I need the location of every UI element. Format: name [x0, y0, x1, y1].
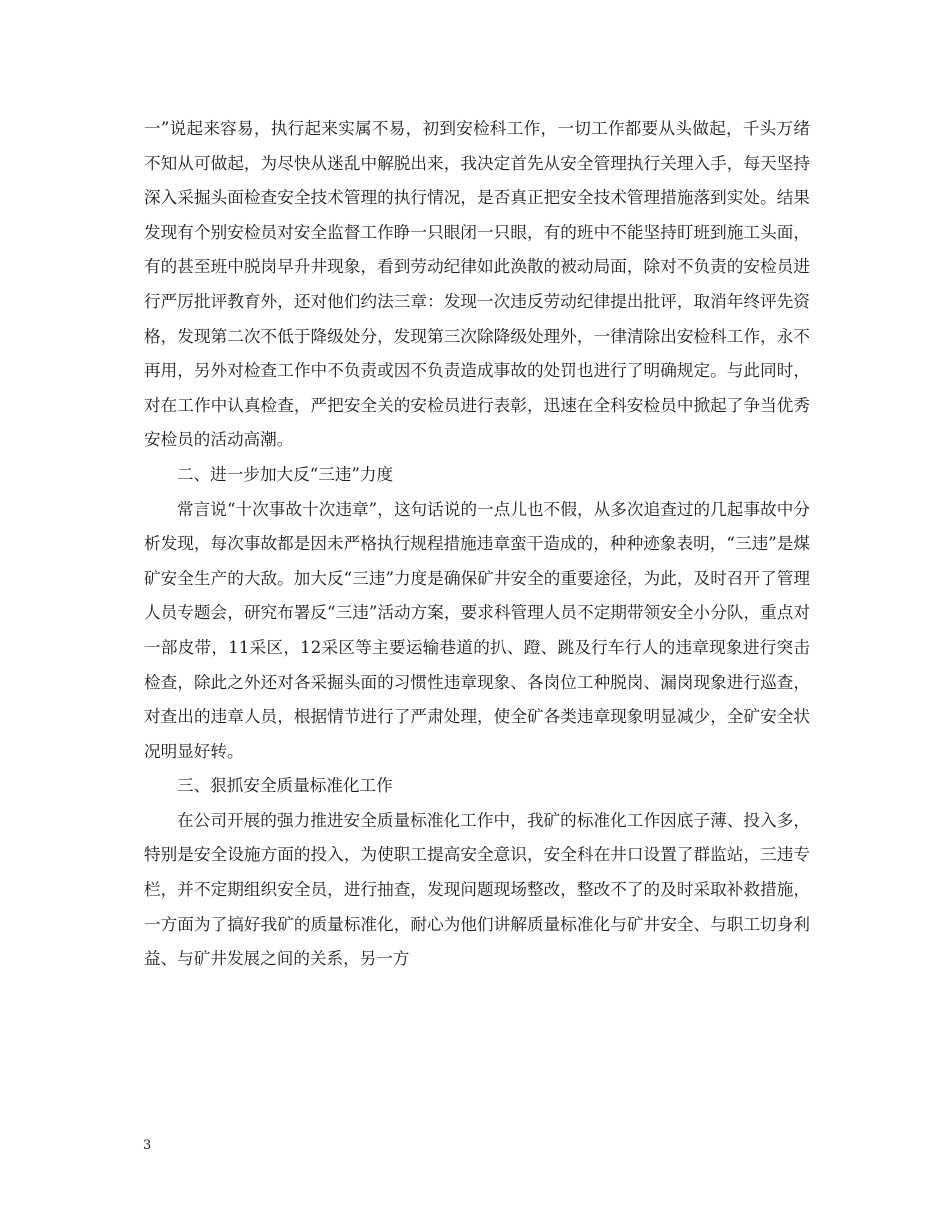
- paragraph-3: 在公司开展的强力推进安全质量标准化工作中，我矿的标准化工作因底子薄、投入多，特别是安全设施方面的投入，为使职工提高安全意识，安全科在井口设置了群监站，三违专栏，并不定期组织安全员，进行抽查，发现问题现场整改，整改不了的及时采取补救措施，一方面为了搞好我矿的质量标准化，耐心为他们讲解质量标准化与矿井安全、与职工切身利益、与矿井发展之间的关系，另一方: [144, 810, 810, 969]
- section-heading-2: 二、进一步加大反“三违”力度: [177, 464, 394, 484]
- section-heading-3: 三、狠抓安全质量标准化工作: [177, 776, 393, 796]
- page-number: 3: [143, 1138, 152, 1153]
- paragraph-1: 一”说起来容易，执行起来实属不易，初到安检科工作，一切工作都要从头做起，千头万绪不知从可做起，为尽快从迷乱中解脱出来，我决定首先从安全管理执行关理入手，每天坚持深入采掘头面检查安全技术管理的执行情况，是否真正把安全技术管理措施落到实处。结果发现有个别安检员对安全监督工作睁一只眼闭一只眼，有的班中不能坚持盯班到施工头面，有的甚至班中脱岗早升井现象，看到劳动纪律如此涣散的被动局面，除对不负责的安检员进行严厉批评教育外，还对他们约法三章：发现一次违反劳动纪律提出批评，取消年终评先资格，发现第二次不低于降级处分，发现第三次除降级处理外，一律清除出安检科工作，永不再用，另外对检查工作中不负责或因不负责造成事故的处罚也进行了明确规定。与此同时，对在工作中认真检查，严把安全关的安检员进行表彰，迅速在全科安检员中掀起了争当优秀安检员的活动高潮。: [144, 119, 810, 450]
- paragraph-2: 常言说“十次事故十次违章”，这句话说的一点儿也不假，从多次追查过的几起事故中分析发现，每次事故都是因未严格执行规程措施违章蛮干造成的，种种迹象表明，“三违”是煤矿安全生产的大敌。加大反“三违”力度是确保矿井安全的重要途径，为此，及时召开了管理人员专题会，研究布署反“三违”活动方案，要求科管理人员不定期带领安全小分队，重点对一部皮带，11采区，12采区等主要运输巷道的扒、蹬、跳及行车行人的违章现象进行突击检查，除此之外还对各采掘头面的习惯性违章现象、各岗位工种脱岗、漏岗现象进行巡查，对查出的违章人员，根据情节进行了严肃处理，使全矿各类违章现象明显减少，全矿安全状况明显好转。: [144, 499, 810, 761]
- document-body: [144, 112, 810, 977]
